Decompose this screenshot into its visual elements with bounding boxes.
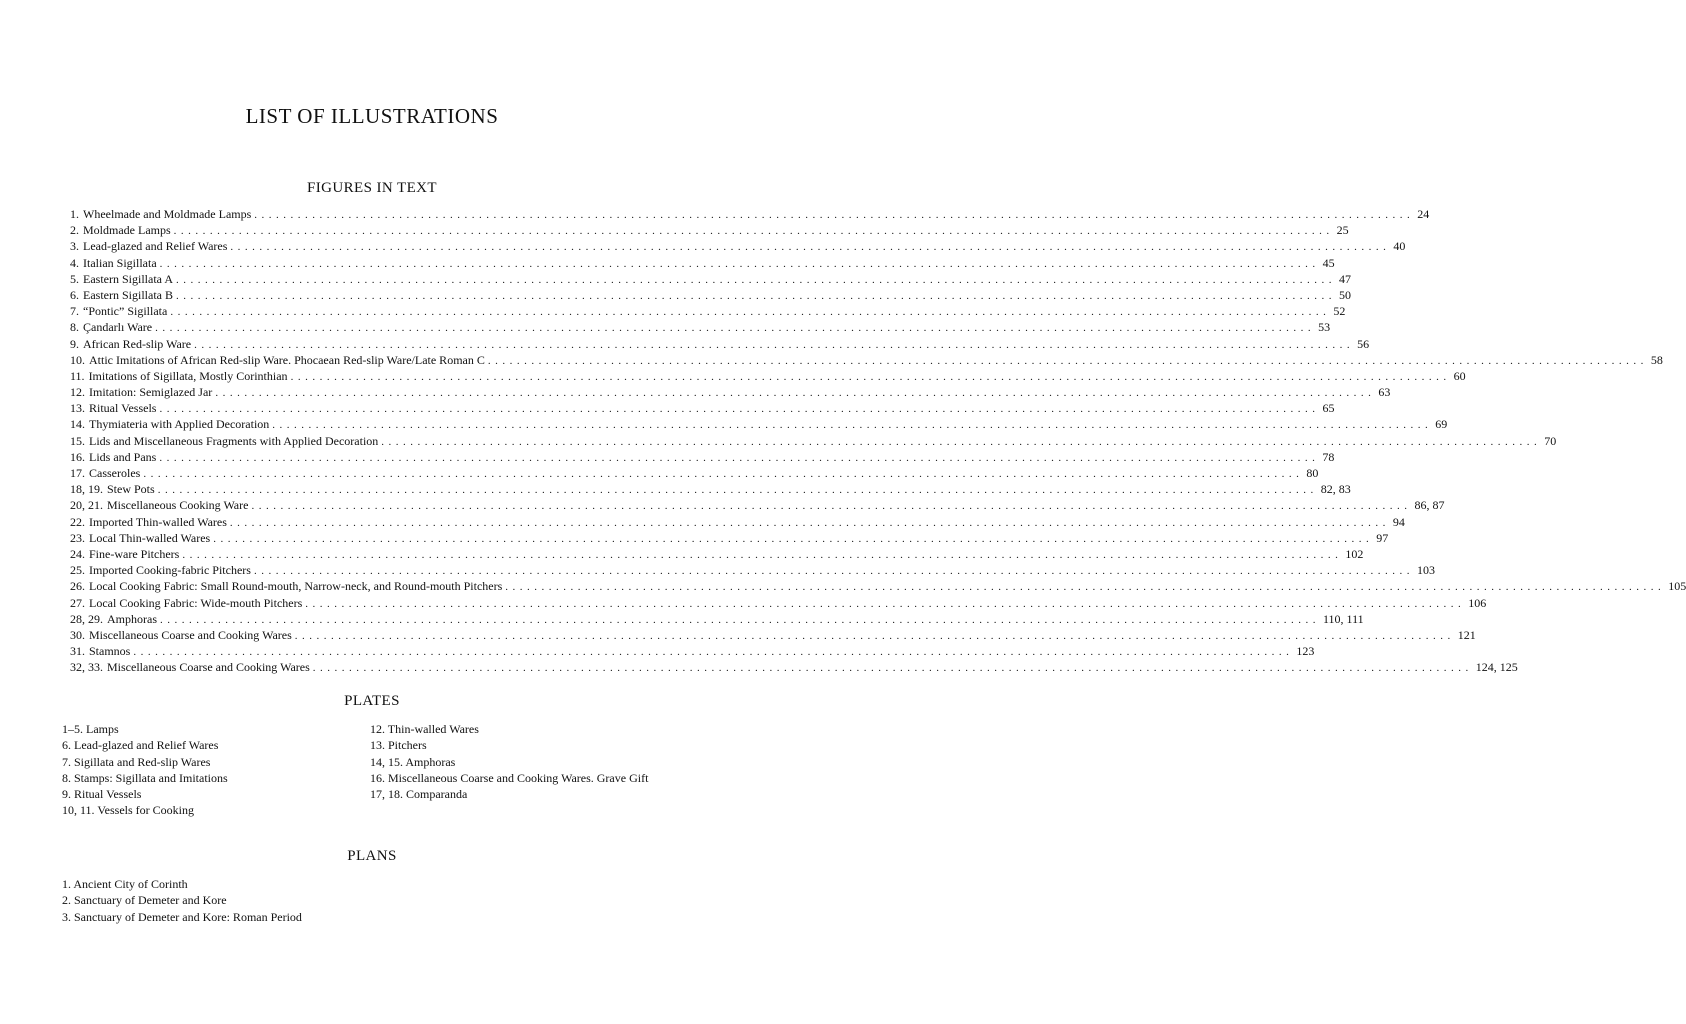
figure-entry <box>70 562 1435 578</box>
figure-page: 65 <box>1322 401 1335 416</box>
figure-page: 103 <box>1416 563 1435 578</box>
figure-entry <box>70 384 1391 400</box>
plan-entry: 2. Sanctuary of Demeter and Kore <box>62 893 227 908</box>
plate-entry: 1–5. Lamps <box>62 722 119 736</box>
figure-page: 50 <box>1338 287 1351 302</box>
figure-title: Fine-ware Pitchers <box>89 546 180 561</box>
figure-number: 12. <box>70 385 85 400</box>
figure-page: 52 <box>1333 304 1346 319</box>
plate-entry: 13. Pitchers <box>370 738 427 753</box>
dot-leader: ................................................................................................................................................................ <box>157 484 1318 497</box>
plate-entry: 9. Ritual Vessels <box>62 787 142 802</box>
figure-title: Eastern Sigillata A <box>83 271 173 286</box>
figure-page: 97 <box>1376 530 1389 545</box>
figure-number: 1. <box>70 207 79 221</box>
dot-leader: ................................................................................................................................................................ <box>133 646 1294 659</box>
figure-title: Imitations of Sigillata, Mostly Corinthian <box>88 368 288 383</box>
figure-page: 121 <box>1457 627 1476 642</box>
figure-title: Casseroles <box>89 466 141 480</box>
plate-entry: 10, 11. Vessels for Cooking <box>62 803 194 818</box>
dot-leader: ................................................................................................................................................................ <box>215 387 1376 400</box>
dot-leader: ................................................................................................................................................................ <box>160 613 1320 626</box>
plate-entry: 6. Lead-glazed and Relief Wares <box>62 738 219 753</box>
dot-leader: ................................................................................................................................................................ <box>173 225 1334 238</box>
plates-list-left <box>62 721 352 819</box>
plate-entry: 7. Sigillata and Red-slip Wares <box>62 754 211 769</box>
figure-number: 8. <box>70 320 79 335</box>
figure-entry <box>70 465 1319 481</box>
figure-number: 10. <box>70 352 85 367</box>
figure-entry <box>70 416 1448 432</box>
figure-number: 16. <box>70 449 85 464</box>
figure-number: 11. <box>70 368 85 383</box>
dot-leader: ................................................................................................................................................................ <box>487 354 1648 367</box>
plate-entry: 14, 15. Amphoras <box>370 754 456 769</box>
figure-page: 24 <box>1417 207 1430 221</box>
plates-list-right <box>370 721 690 802</box>
figure-entry <box>70 546 1364 562</box>
figure-entry <box>70 497 1445 513</box>
dot-leader: ................................................................................................................................................................ <box>294 629 1455 642</box>
figure-title: Miscellaneous Cooking Ware <box>107 498 249 513</box>
figure-page: 58 <box>1650 352 1663 367</box>
figure-number: 2. <box>70 223 79 238</box>
dot-leader: ................................................................................................................................................................ <box>251 500 1412 513</box>
figure-entry <box>70 287 1351 303</box>
plate-entry: 12. Thin-walled Wares <box>370 722 479 736</box>
figure-title: Italian Sigillata <box>83 255 157 270</box>
figure-number: 9. <box>70 336 79 351</box>
dot-leader: ................................................................................................................................................................ <box>159 257 1320 270</box>
figure-number: 6. <box>70 287 79 302</box>
figure-number: 30. <box>70 627 85 642</box>
figure-title: “Pontic” Sigillata <box>83 304 168 319</box>
figure-title: Moldmade Lamps <box>83 223 171 238</box>
figure-title: Amphoras <box>107 611 157 626</box>
figure-title: Lids and Miscellaneous Fragments with Applied Decoration <box>89 433 379 448</box>
figure-number: 27. <box>70 595 85 610</box>
figure-number: 24. <box>70 546 85 561</box>
figure-entry <box>70 659 1518 675</box>
figure-entry <box>70 627 1476 643</box>
plans-heading: PLANS <box>347 848 397 864</box>
figure-number: 13. <box>70 401 85 416</box>
figure-entry <box>70 481 1351 497</box>
figure-page: 53 <box>1318 320 1331 335</box>
dot-leader: ................................................................................................................................................................ <box>254 209 1415 221</box>
figure-entry <box>70 222 1349 238</box>
figures-heading: FIGURES IN TEXT <box>307 180 437 196</box>
figure-entry <box>70 400 1335 416</box>
figure-title: Stew Pots <box>107 482 155 497</box>
figure-page: 40 <box>1393 239 1406 254</box>
figures-list <box>70 206 1686 675</box>
dot-leader: ................................................................................................................................................................ <box>159 451 1320 464</box>
figure-title: Thymiateria with Applied Decoration <box>89 417 270 432</box>
dot-leader: ................................................................................................................................................................ <box>143 468 1304 480</box>
figure-entry <box>70 514 1405 530</box>
figure-title: Imitation: Semiglazed Jar <box>89 385 213 400</box>
dot-leader: ................................................................................................................................................................ <box>182 548 1343 561</box>
figure-title: African Red-slip Ware <box>83 336 192 351</box>
dot-leader: ................................................................................................................................................................ <box>159 403 1320 416</box>
figure-page: 45 <box>1322 255 1335 270</box>
dot-leader: ................................................................................................................................................................ <box>175 289 1336 302</box>
figure-title: Local Cooking Fabric: Wide-mouth Pitchers <box>89 595 303 610</box>
figure-number: 3. <box>70 239 79 254</box>
dot-leader: ................................................................................................................................................................ <box>290 370 1451 383</box>
dot-leader: ................................................................................................................................................................ <box>229 516 1390 529</box>
plate-entry: 17, 18. Comparanda <box>370 787 468 802</box>
figure-number: 15. <box>70 433 85 448</box>
figure-title: Lead-glazed and Relief Wares <box>83 239 228 254</box>
figure-entry <box>70 238 1406 254</box>
figure-title: Miscellaneous Coarse and Cooking Wares <box>89 627 292 642</box>
figure-entry <box>70 352 1663 368</box>
figure-title: Lids and Pans <box>89 449 157 464</box>
plate-entry: 16. Miscellaneous Coarse and Cooking Wares. Grave Gift <box>370 770 649 785</box>
figure-page: 82, 83 <box>1320 482 1351 497</box>
figure-title: Çandarlı Ware <box>83 320 153 335</box>
plans-list <box>62 876 302 925</box>
figure-entry <box>70 206 1430 222</box>
figure-title: Attic Imitations of African Red-slip Ware. Phocaean Red-slip Ware/Late Roman C <box>89 352 485 367</box>
figure-number: 32, 33. <box>70 660 103 675</box>
figure-title: Local Cooking Fabric: Small Round-mouth, Narrow-neck, and Round-mouth Pitchers <box>89 579 503 594</box>
figure-entry <box>70 530 1389 546</box>
figure-entry <box>70 319 1331 335</box>
figure-page: 56 <box>1357 336 1370 351</box>
figure-number: 18, 19. <box>70 482 103 497</box>
dot-leader: ................................................................................................................................................................ <box>155 322 1316 335</box>
figure-entry <box>70 449 1335 465</box>
figure-page: 124, 125 <box>1475 660 1518 675</box>
dot-leader: ................................................................................................................................................................ <box>305 597 1466 610</box>
figure-entry <box>70 578 1686 594</box>
figure-number: 7. <box>70 304 79 319</box>
figure-title: Eastern Sigillata B <box>83 287 173 302</box>
figure-page: 78 <box>1322 449 1335 464</box>
figure-number: 25. <box>70 563 85 578</box>
figure-page: 47 <box>1338 271 1351 286</box>
figure-page: 86, 87 <box>1414 498 1445 513</box>
figure-title: Ritual Vessels <box>89 401 157 416</box>
figure-page: 60 <box>1453 368 1466 383</box>
figure-page: 80 <box>1306 466 1319 480</box>
figure-entry <box>70 643 1315 659</box>
figure-title: Imported Cooking-fabric Pitchers <box>89 563 251 578</box>
dot-leader: ................................................................................................................................................................ <box>213 532 1374 545</box>
plan-entry: 1. Ancient City of Corinth <box>62 877 188 891</box>
figure-title: Imported Thin-walled Wares <box>89 514 227 529</box>
figure-number: 22. <box>70 514 85 529</box>
figure-page: 94 <box>1392 514 1405 529</box>
figure-entry <box>70 433 1557 449</box>
dot-leader: ................................................................................................................................................................ <box>194 338 1355 351</box>
figure-number: 14. <box>70 417 85 432</box>
figure-entry <box>70 368 1466 384</box>
figure-page: 102 <box>1345 546 1364 561</box>
figure-number: 5. <box>70 271 79 286</box>
figure-entry <box>70 336 1370 352</box>
figure-page: 25 <box>1336 223 1349 238</box>
figure-number: 23. <box>70 530 85 545</box>
figure-number: 17. <box>70 466 85 480</box>
figure-number: 4. <box>70 255 79 270</box>
figure-page: 70 <box>1544 433 1557 448</box>
figure-entry <box>70 611 1364 627</box>
figure-entry <box>70 255 1335 271</box>
dot-leader: ................................................................................................................................................................ <box>175 273 1336 286</box>
figure-entry <box>70 271 1351 287</box>
figure-page: 123 <box>1296 644 1315 659</box>
dot-leader: ................................................................................................................................................................ <box>381 435 1542 448</box>
dot-leader: ................................................................................................................................................................ <box>272 419 1433 432</box>
figure-page: 105 <box>1668 579 1686 594</box>
figure-entry <box>70 595 1487 611</box>
figure-number: 20, 21. <box>70 498 103 513</box>
figure-page: 69 <box>1435 417 1448 432</box>
figure-title: Wheelmade and Moldmade Lamps <box>83 207 252 221</box>
dot-leader: ................................................................................................................................................................ <box>253 565 1414 578</box>
dot-leader: ................................................................................................................................................................ <box>230 241 1391 254</box>
plan-entry: 3. Sanctuary of Demeter and Kore: Roman Period <box>62 909 302 924</box>
page-title: LIST OF ILLUSTRATIONS <box>245 104 499 128</box>
plates-heading: PLATES <box>344 693 400 709</box>
figure-number: 31. <box>70 644 85 659</box>
plate-entry: 8. Stamps: Sigillata and Imitations <box>62 770 228 785</box>
figure-title: Local Thin-walled Wares <box>89 530 211 545</box>
figure-title: Miscellaneous Coarse and Cooking Wares <box>107 660 310 675</box>
figure-entry <box>70 303 1346 319</box>
dot-leader: ................................................................................................................................................................ <box>170 306 1331 319</box>
figure-page: 106 <box>1468 595 1487 610</box>
figure-page: 63 <box>1378 385 1391 400</box>
figure-number: 26. <box>70 579 85 594</box>
figure-title: Stamnos <box>89 644 131 659</box>
figure-page: 110, 111 <box>1323 611 1364 626</box>
figure-number: 28, 29. <box>70 611 103 626</box>
dot-leader: ................................................................................................................................................................ <box>312 662 1473 675</box>
dot-leader: ................................................................................................................................................................ <box>505 581 1666 594</box>
